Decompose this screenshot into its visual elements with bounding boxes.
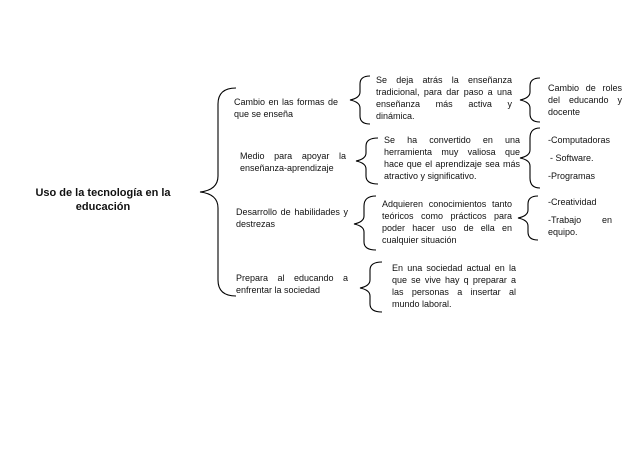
branch-2-item-1: -Computadoras — [548, 135, 611, 145]
branch-2-brace — [356, 138, 378, 184]
branch-3-label: Desarrollo de habilidades y destrezas — [236, 207, 348, 229]
branch-2-item-2: - Software. — [550, 153, 594, 163]
branch-1-brace — [350, 76, 370, 124]
branch-4-detail: En una sociedad actual en la que se vive hay q preparar a las personas a insertar al mundo laboral. — [392, 263, 516, 309]
branch-1-label: Cambio en las formas de que se enseña — [234, 97, 338, 119]
branch-2-items-brace — [520, 128, 540, 188]
branch-3-brace — [354, 196, 376, 250]
branch-4-brace — [360, 262, 382, 312]
branch-3-items-brace — [518, 196, 538, 240]
branch-1-items-brace — [520, 78, 540, 122]
root-title: Uso de la tecnología en la educación — [35, 187, 171, 213]
branch-1-item-1: Cambio de roles del educando y docente — [548, 83, 622, 117]
branch-3-item-2: -Trabajo en equipo. — [548, 215, 612, 237]
branch-1-detail: Se deja atrás la enseñanza tradicional, para dar paso a una enseñanza más activa y dinámica. — [376, 75, 512, 121]
branch-2-label: Medio para apoyar la enseñanza-aprendizaje — [240, 151, 346, 173]
branch-2-detail: Se ha convertido en una herramienta muy valiosa que hace que el aprendizaje sea más atractivo y significativo. — [384, 135, 520, 181]
branch-3-item-1: -Creatividad — [548, 197, 597, 207]
branch-3-detail: Adquieren conocimientos tanto teóricos como prácticos para poder hacer uso de ella en cualquier situación — [382, 199, 512, 245]
branch-4-label: Prepara al educando a enfrentar la sociedad — [236, 273, 348, 295]
root-brace — [200, 88, 236, 296]
branch-2-item-3: -Programas — [548, 171, 596, 181]
